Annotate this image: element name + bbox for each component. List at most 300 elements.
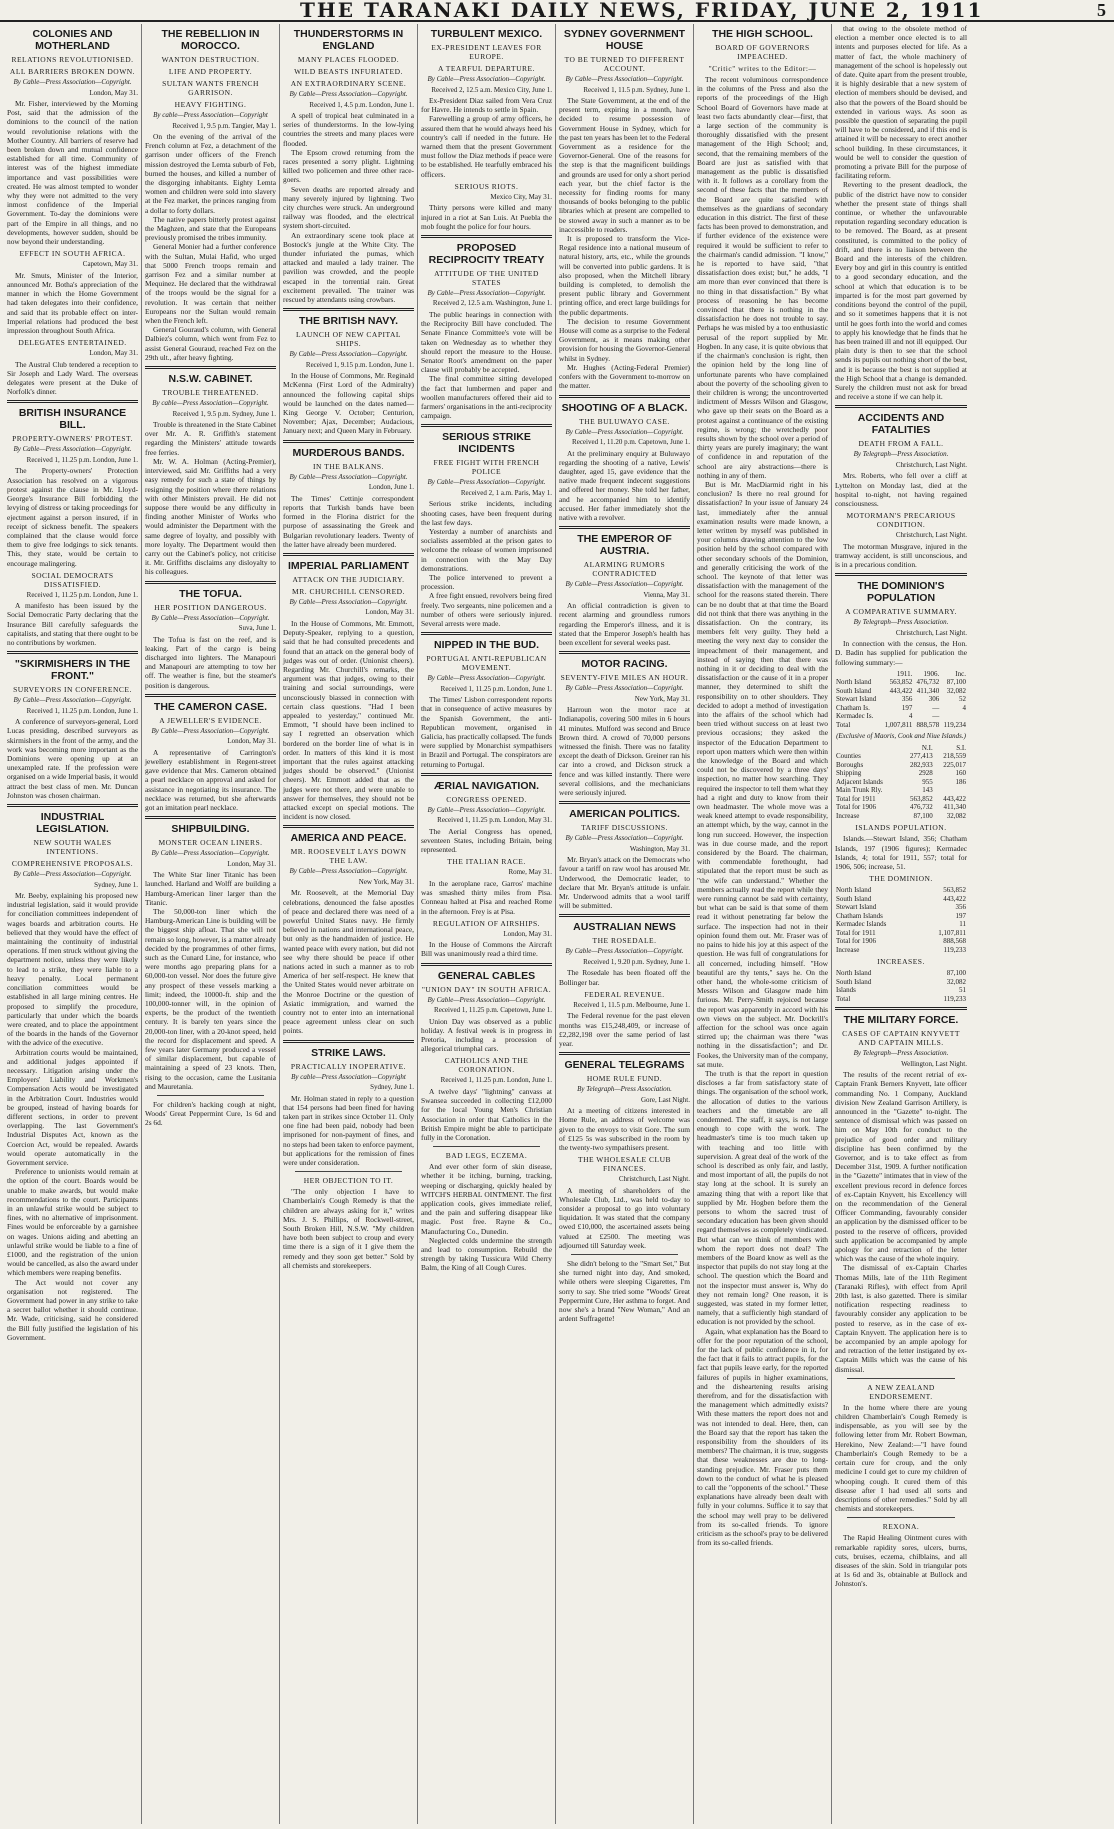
table-row: [835, 786, 967, 795]
headline: BRITISH INSURANCE BILL.: [18, 407, 127, 432]
subhead: CONGRESS OPENED.: [446, 794, 527, 804]
dateline: By Cable—Press Association—Copyright.: [289, 90, 408, 98]
date: Received 1, 11.20 p.m. Capetown, June 1.: [572, 438, 690, 446]
dateline: By Cable—Press Association—Copyright.: [427, 478, 546, 487]
table-cell: 32,082: [946, 977, 966, 986]
dateline: By Cable—Press Association—Copyright.: [565, 427, 684, 436]
headline: SYDNEY GOVERNMENT HOUSE: [563, 28, 686, 52]
table-row: [835, 929, 967, 938]
table-cell: 4: [962, 703, 966, 712]
subhead: LAUNCH OF NEW CAPITAL SHIPS.: [296, 330, 401, 349]
table-cell: 443,422: [943, 894, 966, 903]
subhead: ATTACK ON THE JUDICIARY.: [292, 574, 405, 584]
table-cell: 119,233: [943, 994, 966, 1003]
table-note: (Exclusive of Maoris, Cook and Niue Islands.): [836, 732, 966, 741]
date: Christchurch, Last Night.: [895, 531, 967, 540]
subhead: PROPERTY-OWNERS' PROTEST.: [12, 434, 133, 444]
table-cell: Islands: [836, 986, 856, 995]
headline: THE REBELLION IN MOROCCO.: [161, 28, 260, 52]
divider: [559, 526, 690, 529]
table-row: [835, 912, 967, 921]
subhead: "Critic" writes to the Editor:—: [708, 64, 817, 73]
table-cell: 2928: [918, 769, 933, 778]
paragraph: The Aerial Congress has opened, seventeen States, including Britain, being represented.: [421, 826, 552, 855]
table-header-cell: Inc.: [955, 669, 966, 678]
dateline: By cable—Press Association—Copyright: [153, 111, 268, 119]
subhead: ALARMING RUMORS CONTRADICTED: [583, 560, 666, 579]
table-row: [835, 903, 967, 912]
dateline: By Cable—Press Association—Copyright.: [13, 78, 132, 86]
table-row: [835, 812, 967, 821]
date: Capetown, May 31.: [82, 260, 138, 269]
headline: AMERICA AND PEACE.: [290, 832, 407, 845]
table-row: [835, 678, 967, 687]
divider: [847, 1378, 955, 1379]
table-header-cell: 1911.: [896, 669, 913, 678]
table-cell: 476,732: [916, 678, 940, 687]
headline: THE DOMINION'S POPULATION: [857, 580, 945, 605]
subhead: TROUBLE THREATENED.: [162, 388, 259, 398]
table-cell: Chatham Is.: [836, 703, 870, 712]
paragraph: In the aeroplane race, Garros' machine was smashed thirty miles from Pisa. Conneau halted at Pisa and reached Rome in the afternoon. Frey is at Pisa.: [421, 878, 552, 916]
date: Suva, June 1.: [238, 624, 276, 633]
date: Vienna, May 31.: [643, 590, 690, 599]
table-cell: South Island: [836, 894, 872, 903]
date: New York, May 31.: [358, 877, 414, 886]
table-row: [835, 886, 967, 895]
subhead: DELEGATES ENTERTAINED.: [18, 338, 127, 348]
table-row: [835, 946, 967, 955]
paragraph: Preference to unionists would remain at the option of the court. Boards would be unable to make awards, but would make recommendations to the court. Participants in an unlawful strike would be subject to fines, with no alternative of imprisonment. Fines would be enforceable by a garnishee on wages. Unions aiding and abetting an unlawful strike would be liable to a fine of £1000, and the registration of the union would be cancelled, as also the award under which members were reaping benefits.: [7, 1167, 138, 1278]
dateline: By Cable—Press Association—Copyright.: [565, 684, 684, 693]
subhead: THE WHOLESALE CLUB FINANCES.: [577, 1155, 672, 1174]
divider: [283, 553, 414, 556]
table-cell: 1,107,811: [938, 928, 966, 937]
paragraph: Mr. Roosevelt, at the Memorial Day celebrations, denounced the false apostles of peace and declared there was need of a powerful United States navy. He firmly believed in nations and international peace, but only as the handmaiden of justice. He wanted peace with every nation, but did not see why there should be peace if other nations acted in such a manner as to rob America of her self-respect. He knew that the United States would never arbitrate on the Monroe Doctrine or the question of Asiatic immigration, and warned the country not to enter into an international peace agreement unless clear on such points.: [283, 888, 414, 1036]
column-2: [142, 24, 280, 1824]
subhead: DEATH FROM A FALL.: [858, 439, 944, 449]
subhead: MR. ROOSEVELT LAYS DOWN THE LAW.: [290, 847, 407, 866]
dateline: By Cable—Press Association—Copyright.: [289, 597, 408, 606]
table-cell: [934, 786, 967, 795]
dateline: By Cable—Press Association—Copyright.: [565, 834, 684, 843]
date: Rome, May 31.: [508, 868, 552, 877]
headline: GENERAL TELEGRAMS: [564, 1059, 685, 1072]
table-cell: South Island: [836, 977, 872, 986]
table-cell: 51: [959, 986, 966, 995]
table-cell: 563,852: [889, 678, 913, 687]
dateline: By Cable—Press Association—Copyright.: [289, 867, 408, 876]
subhead: THE ITALIAN RACE.: [447, 857, 526, 867]
subhead: RELATIONS REVOLUTIONISED.: [11, 55, 134, 64]
paragraph: At the preliminary enquiry at Buluwayo regarding the shooting of a native, Lewis' daughter, aged 15, gave evidence that the native made frequent indecent suggestions and offered her money. She told her father, and he accompanied him to identify accused. Her father immediately shot the native with a revolver.: [559, 448, 690, 522]
paragraph: Trouble is threatened in the State Cabinet over Mr. A. R. Griffith's statement regarding the Ministers' attitude towards free ferries.: [145, 420, 276, 457]
divider: [421, 773, 552, 776]
paragraph: A conference of surveyors-general, Lord Lucas presiding, described surveyors as skirmishers in the front of the army, and the work was becoming more important as the Dominions were opening up at an unexampled rate. If the profession were organised on a wide Imperial basis, it would attract the best class of men. Mr. Duncan Johnston was chosen chairman.: [7, 717, 138, 800]
paragraph: Mr. Beeby, explaining his proposed new industrial legislation, said it would provide for conciliation committees independent of wages boards and arbitration courts. He believed that they would have the effect of maintaining the continuity of industrial operations. If men struck without giving the department notice, unless they were likely to lead to a strike, they were liable to a heavy penalty. Local permanent conciliation committees would be established in all large mining centres. He proposed to simplify the procedure, particularly that under which the boards were created, and to place the appointment of the boards in the hands of the Governor with the advice of the executive.: [7, 891, 138, 1048]
subhead: FEDERAL REVENUE.: [584, 989, 665, 999]
table-row: [835, 704, 967, 713]
date: Received 2, 1 a.m. Paris, May 1.: [460, 488, 552, 497]
subhead: EX-PRESIDENT LEAVES FOR EUROPE.: [431, 43, 542, 61]
divider: [295, 1171, 402, 1172]
divider: [835, 1007, 967, 1010]
table-row: [835, 895, 967, 904]
paragraph: The Epsom crowd returning from the races presented a sorry plight. Lightning killed two policemen and three other race-goers.: [283, 147, 414, 185]
table-cell: 888,578: [916, 720, 940, 729]
dominion-table: [835, 886, 967, 954]
headline: SHIPBUILDING.: [171, 823, 250, 836]
date: Received 1, 4.5 p.m. London, June 1.: [309, 100, 414, 109]
dateline: By Cable—Press Association—Copyright.: [151, 726, 270, 735]
table-row: [835, 778, 967, 787]
subhead: WANTON DESTRUCTION.: [161, 55, 260, 64]
paragraph: that owing to the obsolete method of election a member once elected is to all intents and purposes elected for life. As a matter of fact, the whole machinery of management of the school is hopelessly out of date. Quite apart from the present trouble, it is highly desirable that a new system of election of members should be devised, and also that the powers of the Board should be extended in various ways. As soon as possible the question of separating the pupil will have to be considered, and if this end is attained it will be necessary to erect another school building. In these circumstances, it would be well to consider the question of promoting a private Bill for the purpose of facilitating reform.: [835, 24, 967, 181]
date: London, May 31.: [365, 608, 414, 617]
subhead: ALL BARRIERS BROKEN DOWN.: [9, 67, 136, 76]
paragraph: Mr. Bryan's attack on the Democrats who favour a tariff on raw wool has aroused Mr. Underwood, the Democratic leader, to declare that Mr. Bryan's attitude is unfair. Mr. Underwood admits that a wool tariff will be submitted.: [559, 855, 690, 911]
dateline: By Cable—Press Association—Copyright.: [13, 445, 132, 454]
date: Received 1, 11.25 p.m. London, May 31.: [437, 816, 552, 825]
table-cell: Main Trunk Rly.: [836, 786, 883, 795]
headline: SHOOTING OF A BLACK.: [561, 401, 688, 414]
dateline: By Cable—Press Association—Copyright.: [427, 75, 546, 83]
dateline: By cable—Press Association—Copyright.: [152, 399, 269, 408]
paragraph: But is Mr. MacDiarmid right in his conclusion? Is there no real ground for dissatisfaction? In your issue of January 24 last, immediately after the annual examination results were made known, a letter written by myself was published in your columns drawing attention to the low position held by the school compared with other secondary schools of the Dominion, and generally criticising the work of the school. The keynote of that letter was dissatisfaction with the management of the school for the reasons stated therein. There can be no doubt that at that time the Board did not think that there was anything in the dissatisfaction. On the contrary, its members felt very guilty. They held a meeting the very next day to consider the impeachment of their management, and instead of saying then that there was nothing in it or deciding to deal with the dissatisfaction or the cause of it in a proper manner, they determined to shift the responsibility on to other shoulders. They decided to adopt a method of investigation into the affairs of the school which had been tried without success on at least two previous occasions; they asked the inspector of the Education Department to report upon matters which were then within the knowledge of the Board and which could not be discovered by a three days' inspection, no matter how searching. They required the inspector to tell them what they had a right and duty to know from their own headmaster. The whole move was a weak kneed attempt to evade responsibility, an attempt which, by the way, cannot in the long run succeed. However, the inspection was in due course made, and the report considered by the Board. The chairman, with commendable forethought, had stipulated that the report must be such as "the wife can understand." Whether the members actually read the report while they were running cannot be said with certainty, but what can be said is that some of them read it without penetrating far below the surface. The inspection had not in their opinion found them out. Mr. Fraser was of no pains to hide his joy at this aspect of the question. He was full of congratulations for all concerned, including himself. "How beautiful are thy tents," says he. On the other hand, the whole-some criticism of Messrs Wilson and Glasgow made him furious. Mr. Perry-Smith rejoiced because the report was apparently in accord with his own views on the subject. Mr. Dockrill's affection for the school was once again stirred up; the chairman was there "was nothing in the dissatisfaction"; and Dr. Fookes, the University man of the company, sat mute.: [697, 479, 828, 1069]
dateline: By cable—Press Association—Copyright: [291, 1072, 406, 1081]
table-cell: Shipping: [836, 769, 862, 778]
paragraph: The Times' Lisbon correspondent reports that in consequence of active measures by the Spanish Government, the anti-Republican movement, organised in Galicia, has practically collapsed. The funds were supplied by Monarchist sympathisers in Brazil and Portugal. The conspirators are returning to Portugal.: [421, 695, 552, 769]
date: Wellington, Last Night.: [901, 1059, 967, 1068]
subhead: SEVENTY-FIVE MILES AN HOUR.: [560, 673, 689, 683]
column-7: [832, 24, 970, 1824]
table-cell: —: [932, 712, 940, 721]
paragraph: Again, what explanation has the Board to offer for the poor reputation of the school, for the lack of public confidence in it, for the fact that it fails to attract pupils, for the fact that pupils leave early, for the reported failures of pupils in higher examinations, and the disheartening results arising therefrom, and for the dissatisfaction with the management which admittedly exists? With these matters the report does not and was not intended to deal. Here, then, can the Board say that the report has taken the responsibility from the shoulders of its members? The chairman, it is true, suggests that these weaknesses are due to long-standing prejudice. Mr. Fraser puts them down to the conduct of what he is pleased to call the "opponents of the school." These explanations have already been dealt with fully in your columns. Suffice it to say that the school may well pray to be delivered from its so-called friends. To ignore criticism as the school's pray to be delivered from its so-called friends.: [697, 1326, 828, 1548]
table-cell: 306: [928, 695, 940, 704]
table-cell: Boroughs: [836, 760, 864, 769]
divider: [559, 914, 690, 917]
date: Gore, Last Night.: [641, 1095, 690, 1104]
headline: THE MILITARY FORCE.: [843, 1014, 959, 1027]
divider: [559, 801, 690, 804]
headline: THUNDERSTORMS IN ENGLAND: [293, 28, 404, 52]
table-cell: Increase: [836, 945, 860, 954]
population-table: [835, 670, 967, 730]
table-row: [835, 752, 967, 761]
paragraph: It is proposed to transform the Vice-Regal residence into a national museum of natural history, arts, etc., while the grounds will be converted into public gardens. It is also proposed, when the Mitchell library building is completed, to demolish the present public library and Government printing office, and erect large buildings for the public departments.: [559, 234, 690, 317]
divider: [835, 405, 967, 408]
table-cell: North Island: [836, 886, 872, 895]
date: Received 1, 11.25 p.m. London, June 1.: [26, 455, 138, 464]
date: New York, May 31.: [634, 694, 690, 703]
paragraph: The State Government, at the end of the present term, expiring in a month, have decided to resume possession of Government House in Sydney, which for the past ten years has been let to the Federal Government as a residence for the Governor-General. One of the reasons for the step is that the magnificent buildings and grounds are used for only a short period each year, but the chief factor is the necessity for finding rooms for many thousands of books belonging to the public libraries which at present are compelled to be stowed away in such a manner as to be inaccessible to readers.: [559, 96, 690, 234]
date: Received 1, 11.5 p.m. Melbourne, June 1.: [573, 1000, 690, 1009]
table-cell: 563,852: [943, 886, 966, 895]
subhead: "UNION DAY" IN SOUTH AFRICA.: [421, 984, 552, 994]
divider: [283, 1040, 414, 1043]
subhead: COMPREHENSIVE PROPOSALS.: [11, 859, 134, 869]
table-cell: Increase: [836, 811, 860, 820]
table-cell: Kermadec Is.: [836, 712, 874, 721]
subhead: MR. CHURCHILL CENSORED.: [292, 586, 405, 596]
paragraph: The 50,000-ton liner which the Hamburg-American Line is building will be the biggest ship afloat. That she will not remain so long, however, is a matter already decided by the programmes of other firms, such as the Cunard Line, for instance, who were months ago preparing plans for a 60,000-ton vessel. Nor does the future give any prospect of these vessels marking a limit; indeed, the 10000-ft. ship and the 100,000-tonner will, in the opinion of experts, be the product of the twentieth century. It is barely ten years since the 20,000-ton liner, with a 20-knot speed, held the record for displacement and speed. A few years later Germany produced a vessel of similar displacement, but capable of maintaining a speed of 23 knots. Then, rising to the occasion, came the Lusitania and Mauretania.: [145, 906, 276, 1091]
divider: [835, 573, 967, 576]
headline: "SKIRMISHERS IN THE FRONT.": [14, 658, 131, 683]
headline: COLONIES AND MOTHERLAND: [32, 28, 113, 52]
column-4: [418, 24, 556, 1824]
headline: INDUSTRIAL LEGISLATION.: [36, 811, 109, 836]
table-cell: Counties: [836, 752, 861, 761]
dateline: By Telegraph—Press Association.: [853, 450, 949, 459]
date: Mexico City, May 31.: [490, 192, 552, 201]
advertisement: And ever other form of skin disease, whether it be itching, burning, tracking, weeping or discharging, quickly healed by WITCH'S HERBAL OINTMENT. The first application cools, gives immediate relief, and the pain and suffering disappear like magic. Post free. Rayne & Co., Manufacturing Co., Dunedin.: [421, 1162, 552, 1236]
paragraph: The native papers bitterly protest against the Maghzen, and state that the Europeans previously promised the tribes immunity.: [145, 214, 276, 243]
divider: [7, 400, 138, 403]
paragraph: Ex-President Diaz sailed from Vera Cruz for Havre. He intends to settle in Spain.: [421, 96, 552, 115]
paragraph: Mr. W. A. Holman (Acting-Premier), interviewed, said Mr. Griffiths had a very easy remedy for such a state of things by resigning the position where there relations with other Ministers prevail. He did not suppose there would be any difficulty in finding another Minister of Works who would administer the Department with the same degree of loyalty, and possibly with more loyalty. The Department would then carry out the Cabinet's policy, not criticise it. Mr. Griffiths disclaims any disloyalty to his colleagues.: [145, 456, 276, 577]
date: Christchurch, Last Night.: [895, 460, 967, 469]
paragraph: Harroun won the motor race at Indianapolis, covering 500 miles in 6 hours 41 minutes. Mulford was second and Bruce Brown third. A crowd of 70,000 persons witnessed the finish. There was no fatality except the death of Dickson. Greiner ran his car into a crowd, and Dickson struck a fence and was killed instantly. There were several collisions, and the mechanicians were seriously injured.: [559, 705, 690, 797]
table-cell: 476,732: [910, 803, 933, 812]
divider: [145, 694, 276, 697]
paragraph: The public hearings in connection with the Reciprocity Bill have concluded. The Senate Finance Committee's vote will be taken on Wednesday as to whether they should report the measure to the House. Senator Root's amendment on the paper clause will probably be accepted.: [421, 309, 552, 375]
divider: [421, 963, 552, 966]
paragraph: General Gouraud's column, with General Dalbiez's column, which went from Fez to assist General Gouraud, reached Fez on the 29th ult., after heavy fighting.: [145, 325, 276, 362]
paragraph: The Federal revenue for the past eleven months was £15,248,409, or increase of £2,282,198 over the same period of last year.: [559, 1011, 690, 1048]
table-cell: Total for 1906: [836, 937, 876, 946]
subhead: HER OBJECTION TO IT.: [303, 1176, 394, 1186]
table-cell: 186: [955, 777, 966, 786]
paragraph: In connection with the census, the Hon. D. Badin has supplied for publication the following summary:—: [835, 639, 967, 667]
paragraph: Islands.—Stewart Island, 356; Chatham Islands, 197 (1906 figures); Kermadec Islands, 4; total for 1911, 557; total for 1906, 506; increase, 51.: [835, 834, 967, 871]
subhead: MANY PLACES FLOODED.: [297, 55, 400, 64]
paragraph: An official contradiction is given to recent alarming and groundless rumors regarding the Emperor's illness, and it is stated that the Emperor Joseph's health has been excellent for several weeks past.: [559, 601, 690, 647]
table-row: [835, 795, 967, 804]
table-header-cell: N.I.: [921, 743, 933, 752]
paragraph: The White Star liner Titanic has been launched. Harland and Wolff are building a Hamburg-American liner larger than the Titanic.: [145, 870, 276, 907]
date: London, May 31.: [227, 859, 276, 868]
date: Received 2, 12.5 a.m. Mexico City, June 1.: [431, 85, 552, 94]
paragraph: A meeting of shareholders of the Wholesale Club, Ltd., was held to-day to consider a proposal to go into voluntary liquidation. It was stated that the company owed £10,000, the ascertained assets being valued at £2500. The meeting was adjourned till Saturday week.: [559, 1185, 690, 1250]
table-cell: Stewart Island: [836, 903, 877, 912]
table-row: [835, 803, 967, 812]
headline: SERIOUS STRIKE INCIDENTS: [442, 431, 531, 456]
divider: [559, 1052, 690, 1055]
table-cell: 411,340: [916, 686, 940, 695]
subhead: A TEARFUL DEPARTURE.: [438, 64, 535, 73]
date: Received 2, 12.5 a.m. Washington, June 1.: [432, 299, 552, 308]
divider: [7, 651, 138, 654]
table-row: [835, 920, 967, 929]
subhead: HOME RULE FUND.: [586, 1074, 663, 1084]
headline: THE EMPEROR OF AUSTRIA.: [577, 533, 672, 558]
page-number: 5: [1097, 0, 1106, 20]
table-cell: 160: [955, 769, 966, 778]
date: London, May 31.: [89, 88, 138, 97]
headline: STRIKE LAWS.: [311, 1046, 386, 1059]
divider: [421, 235, 552, 238]
paragraph: The Act would not cover any organisation not registered. The Government had power in any strike to take a secret ballot whether it should continue. Mr. Wade, criticising, said he considered the Bill fully justified the legislation of his Government.: [7, 1277, 138, 1342]
table-cell: 1,007,811: [884, 720, 913, 729]
table-row: [835, 687, 967, 696]
headline: THE TOFUA.: [179, 587, 242, 600]
paragraph: Mr. Holman stated in reply to a question that 154 persons had been fined for having taken part in strikes since October 11. Only one fine had been paid, nobody had been imprisoned for non-payment of fines, and no steps had been taken to enforce payment, but applications for the remission of fines were under consideration.: [283, 1093, 414, 1168]
table-header-cell: [835, 744, 901, 753]
advertisement: For children's hacking cough at night, Woods' Great Peppermint Cure, 1s 6d and 2s 6d.: [145, 1100, 276, 1128]
advertisement: Neglected colds undermine the strength and lead to consumption. Rebuild the strength by taking Tussicura Wild Cherry Balm, the King of all Cough Cures.: [421, 1235, 552, 1273]
column-5: [556, 24, 694, 1824]
table-cell: North Island: [836, 969, 872, 978]
paragraph: The recent voluminous correspondence in the columns of the Press and also the reports of the proceedings of the High School Board of Governors have made at least two facts abundantly clear—first, that a large section of the community is thoroughly dissatisfied with the present management of the High School; and, second, that the remaining members of the Board are just as satisfied with that management as the public is dissatisfied with it. It follows as a corollary from the second of these facts that the members of the Board are quite satisfied with themselves as the guardians of secondary education in this district. The first of these facts has been proved to demonstration, and if further evidence of the existence were required it would be sufficient to refer to the chairman's candid admission. "I know," he is reported to have said, "that dissatisfaction does exist; but," he adds, "I am more than ever convinced that there is no thing in that dissatisfaction." By what process of reasoning he has become convinced that there is nothing in the dissatisfaction he does not trouble to say. Perhaps he was misled by a too enthusiastic perusal of the report supplied by Mr. Hogben. In any case, it is quite obvious that if the chairman's conclusion is right, then the opinion held by the long line of unfortunate parents who have complained about the poverty of the schooling given to their children is wrong; the uncontroverted indictment of Messrs Wilson and Glasgow, who gave up their seats on the Board as a protest against a continuance of the existing regime, is wrong; the wretchedly poor results shown by the school over a period of thirty years are purely imaginary; the want of confidence in and reputation of the school are airy abstractions—there is nothing in any of them.: [697, 75, 828, 480]
divider: [145, 366, 276, 369]
dateline: By Cable—Press Association—Copyright.: [427, 995, 546, 1004]
table-cell: 4: [908, 712, 913, 721]
subhead: WILD BEASTS INFURIATED.: [294, 67, 403, 76]
table-cell: 52: [959, 695, 966, 704]
paragraph: The Rosedale has been floated off the Bollinger bar.: [559, 968, 690, 987]
divider: [433, 1146, 540, 1147]
table-cell: 197: [955, 911, 966, 920]
paragraph: Farewelling a group of army officers, he assured them that he would always heed his country's call if needed in the future. He warned them that the present Government must follow the Diaz methods if peace were to be established. He tearfully embraced his officers.: [421, 114, 552, 179]
subhead: HEAVY FIGHTING.: [174, 100, 247, 109]
subhead: THE DOMINION.: [869, 874, 933, 884]
subhead: NEW SOUTH WALES INTENTIONS.: [33, 838, 112, 857]
paragraph: An extraordinary scene took place at Bostock's jungle at the White City. The thunder infuriated the pumas, which attacked and mauled a lady trainer. The pavilion was crowded, and the people escaped in the torrential rain. Great excitement prevailed. The trainer was rescued by attendants using crowbars.: [283, 230, 414, 305]
divider: [847, 1517, 955, 1518]
headline: GENERAL CABLES: [437, 969, 536, 982]
paragraph: In the House of Commons, Mr. Reginald McKenna (First Lord of the Admiralty) announced the following capital ships would be launched on the dates named—King George V. October; Centurion, November; Ajax, December; Audacious, January next; and Queen Mary in February.: [283, 371, 414, 436]
paragraph: The decision to resume Government House will come as a surprise to the Federal Government, as it means making other provision for housing the Governor-General whilst in Sydney.: [559, 316, 690, 363]
table-cell: 443,422: [943, 794, 966, 803]
table-cell: 225,017: [943, 760, 966, 769]
table-cell: 443,422: [889, 686, 913, 695]
paragraph: General Monier had a further conference with the Sultan, Mulai Hafid, who urged that 5000 French troops remain and garrison Fez and a similar number at Mequinez. He declared that the withdrawal of the troops would be the signal for a revolution. It was certain that neither Europeans nor the Sultan would remain when the French left.: [145, 242, 276, 326]
table-row: [835, 712, 967, 721]
masthead-title: THE TARANAKI DAILY NEWS, FRIDAY, JUNE 2, 1911: [300, 0, 984, 22]
advertisement-verse: She didn't belong to the "Smart Set," But she turned night into day, And smoked, while others were sleeping Cigarettes, I'm sorry to say. She tried some "Woods' Great Peppermint Cure, Her asthma to forget. And now she's a brand "New Woman," And an ardent Suffragette!: [559, 1259, 690, 1324]
table-header-cell: [835, 670, 881, 679]
advertisement: The Rapid Healing Ointment cures with remarkable rapidity sores, ulcers, burns, cuts, bruises, eczema, chilblains, and all diseases of the skin. Sold in triangular pots at 1s 6d and 3s, obtainable at Bullock and Johnston's.: [835, 1533, 967, 1589]
date: Received 1, 9.15 p.m. London, June 1.: [305, 360, 414, 369]
column-3: [280, 24, 418, 1824]
subhead: AN EXTRAORDINARY SCENE.: [290, 79, 407, 88]
table-row: [835, 978, 967, 987]
divider: [559, 651, 690, 654]
divider: [145, 816, 276, 819]
date: Received 1, 11.25 p.m. London, June 1.: [440, 684, 552, 693]
paragraph: The dismissal of ex-Captain Charles Thomas Mills, late of the 11th Regiment (Taranaki Rifles), with effect from April 20th last, is also gazetted. There is similar notification respecting readiness to favourably consider any application to be posted to reserve, as in the case of ex-Captain Knyvett. The application here is to be accompanied by an ample apology for and retraction of the letter instigated by ex-Captain Mills which was the cause of his dismissal.: [835, 1263, 967, 1374]
table-cell: 282,933: [910, 760, 933, 769]
table-cell: Total: [836, 720, 851, 729]
headline: PROPOSED RECIPROCITY TREATY: [428, 241, 545, 266]
advertisement: In the home where there are young children Chamberlain's Cough Remedy is indispensable, as you will see by the following letter from Mr. Robert Bowman, Herekino, New Zealand:—"I have found Chamberlain's Cough Remedy to be a certain cure for croup, and the only medicine I could get to cure my children of whooping cough. It cured them of this disease after I had used all sorts and descriptions of other remedies." Sold by all chemists and storekeepers.: [835, 1402, 967, 1514]
table-cell: 11: [959, 920, 966, 929]
subhead: FREE FIGHT WITH FRENCH POLICE: [433, 458, 540, 477]
dateline: By Cable—Press Association—Copyright.: [151, 613, 270, 622]
subhead: CATHOLICS AND THE CORONATION.: [444, 1056, 529, 1075]
subhead: THE BULUWAYO CASE.: [579, 416, 670, 426]
table-cell: 32,082: [946, 811, 966, 820]
date: Christchurch, Last Night.: [895, 628, 967, 637]
paragraph: The Times' Cettinje correspondent reports that Turkish bands have been formed in the Florina district for the purpose of assassinating the Greek and Bulgarian revolutionary leaders. Twenty of the latter have already been murdered.: [283, 493, 414, 549]
dateline: By Cable—Press Association—Copyright.: [151, 849, 270, 858]
subhead: LIFE AND PROPERTY.: [168, 67, 253, 76]
headline: IMPERIAL PARLIAMENT: [288, 559, 409, 572]
subhead: REGULATION OF AIRSHIPS.: [432, 918, 541, 928]
table-cell: Stewart Island: [836, 695, 877, 704]
headline: NIPPED IN THE BUD.: [433, 639, 539, 652]
headline: TURBULENT MEXICO.: [430, 28, 543, 40]
island-breakdown-table: [835, 744, 967, 821]
paragraph: Arbitration courts would be maintained, and additional judges appointed if necessary. Litigation arising under the Employers' Liability and Workmen's Compensation Acts would be investigated in the Arbitration Court. Industries would be grouped, instead of having boards for different sections, in order to prevent overlapping. The last Government's Industrial Disputes Act, known as the Coercion Act, would be repealed. Awards would operate automatically in the Government service.: [7, 1047, 138, 1167]
divider: [7, 804, 138, 807]
table-header-row: [835, 670, 967, 679]
subhead: A COMPARATIVE SUMMARY.: [845, 607, 957, 617]
date: Received 1, 9.5 p.m. Sydney, June 1.: [172, 409, 276, 418]
table-row: [835, 769, 967, 778]
table-cell: Total: [836, 994, 851, 1003]
increases-table: [835, 969, 967, 1003]
advertisement: "The only objection I have to Chamberlain's Cough Remedy is that the children are always asking for it," writes Mrs. J. S. Phillips, of Rockwell-street, South Broken Hill, N.S.W. "My children have both been subject to croup and every time there is a sign of it I give them the remedy and they soon get better." Sold by all chemists and storekeepers.: [283, 1187, 414, 1270]
divider: [571, 1254, 678, 1255]
dateline: By Cable—Press Association—Copyright.: [13, 870, 132, 879]
headline: ÆRIAL NAVIGATION.: [434, 779, 539, 792]
headline: AUSTRALIAN NEWS: [573, 921, 676, 934]
subhead: THE ROSEDALE.: [592, 936, 657, 946]
subhead: INCREASES.: [877, 957, 925, 967]
table-row: [835, 969, 967, 978]
column-1: [4, 24, 142, 1824]
paragraph: The truth is that the report in question discloses a far from satisfactory state of things. The organisation of the school work, the allocation of duties to the various teachers and the timetable are all condemned. The staff, it says, is not large enough to cope with the work. The headmaster's time is too much taken up with teaching and too little with supervision. A great deal of the work of the school is described as only fair, and lastly, and most important of all, the pupils do not stay long at the school. It is surely an amazing thing that with a report like that supplied by Mr. Hogben before them the persons to whom the sacred trust of secondary education has been given should regard themselves as completely vindicated. But what can we think of members with whom the report does not deal? The members of the Board know as well as the inspector that pupils do not stay long at the school. The question which the Board and not the inspector must answer is, Why do they not remain long? One reason, it is suggested, was stated in my former letter, namely, that a sufficiently high standard of education is not provided by the school.: [697, 1068, 828, 1327]
table-cell: 955: [922, 777, 933, 786]
dateline: By Cable—Press Association—Copyright.: [565, 75, 684, 83]
table-cell: 277,413: [910, 752, 933, 761]
paragraph: On the evening of the arrival of the French column at Fez, a detachment of the garrison under officers of the French mission destroyed the Lemta suburb of Feb, burned the houses, and killed a number of the disgorging inhabitants. Eighty Lemta women and children were sold into slavery at the Fez market, the princes ranging from a dollar to forty dollars.: [145, 132, 276, 215]
table-cell: 119,234: [943, 720, 966, 729]
date: London, May 31.: [227, 737, 276, 746]
table-row: [835, 986, 967, 995]
subhead: A NEW ZEALAND ENDORSEMENT.: [867, 1382, 935, 1401]
dateline: By Cable—Press Association—Copyright.: [427, 805, 546, 814]
divider: [157, 1095, 264, 1096]
table-cell: 119,233: [943, 945, 966, 954]
paragraph: Reverting to the present deadlock, the public of the district have now to consider whether the present state of things shall continue, or whether the unfavourable reputation regarding secondary education is to be removed. The Board, as at present constituted, is committed to the policy of drift, and there is no liaison between the Board and the interests of the children. Every boy and girl in this country is entitled to a good secondary education, and the school at which that education is to be imparted is for the most part governed by conditions beyond the control of the pupil, and so it sometimes happens that it is not until he goes forth into the world and comes to apply his knowledge that he finds that he has been trained ill and not ill equipped. Our plain duty is then to see that the school sends its pupils out nothing short of the best, and it is because the best is not supplied at the High School that a change is demanded. Surely the children must not ask for bread and receive a stone if we can help it.: [835, 180, 968, 402]
table-row: [835, 695, 967, 704]
table-cell: Total for 1906: [836, 803, 876, 812]
paragraph: A representative of Carrington's jewellery establishment in Regent-street gave evidence that Mrs. Cameron obtained a pearl necklace on approval and asked for assistance in negotiating its insurance. The necklace was returned, but she afterwards got an imitation pearl necklace.: [145, 747, 276, 812]
subhead: SULTAN WANTS FRENCH GARRISON.: [162, 79, 259, 97]
date: Received 1, 9.20 p.m. Sydney, June 1.: [583, 957, 690, 966]
table-row: [835, 761, 967, 770]
table-cell: 356: [901, 695, 913, 704]
headline: N.S.W. CABINET.: [168, 373, 253, 386]
table-cell: 143: [922, 786, 933, 795]
subhead: A JEWELLER'S EVIDENCE.: [159, 715, 262, 725]
dateline: By Cable—Press Association—Copyright.: [565, 947, 684, 956]
dateline: By Cable—Press Association—Copyright.: [289, 350, 408, 359]
date: Washington, May 31.: [629, 844, 690, 853]
paragraph: The police intervened to prevent a procession.: [421, 573, 552, 592]
headline: MURDEROUS BANDS.: [292, 446, 405, 459]
table-row: [835, 995, 967, 1004]
paragraph: Mr. Smuts, Minister of the Interior, announced Mr. Botha's appreciation of the manner in which the Home Government had taken delegates into their confidence, and said that its probable effect on inter-Imperial relations had produced the best impression throughout South Africa.: [7, 270, 138, 335]
table-cell: Total for 1911: [836, 928, 876, 937]
table-cell: 411,340: [943, 803, 966, 812]
date: Received 1, 11.5 p.m. Sydney, June 1.: [583, 85, 690, 94]
paragraph: The Tofua is fast on the reef, and is leaking. Part of the cargo is being discharged into lighters. The Manapouri and Manapouri are attempting to tow her off. The weather is fine, but the steamer's position is dangerous.: [145, 634, 276, 690]
dateline: By Cable—Press Association—Copyright.: [427, 288, 546, 297]
table-cell: South Island: [836, 686, 872, 695]
